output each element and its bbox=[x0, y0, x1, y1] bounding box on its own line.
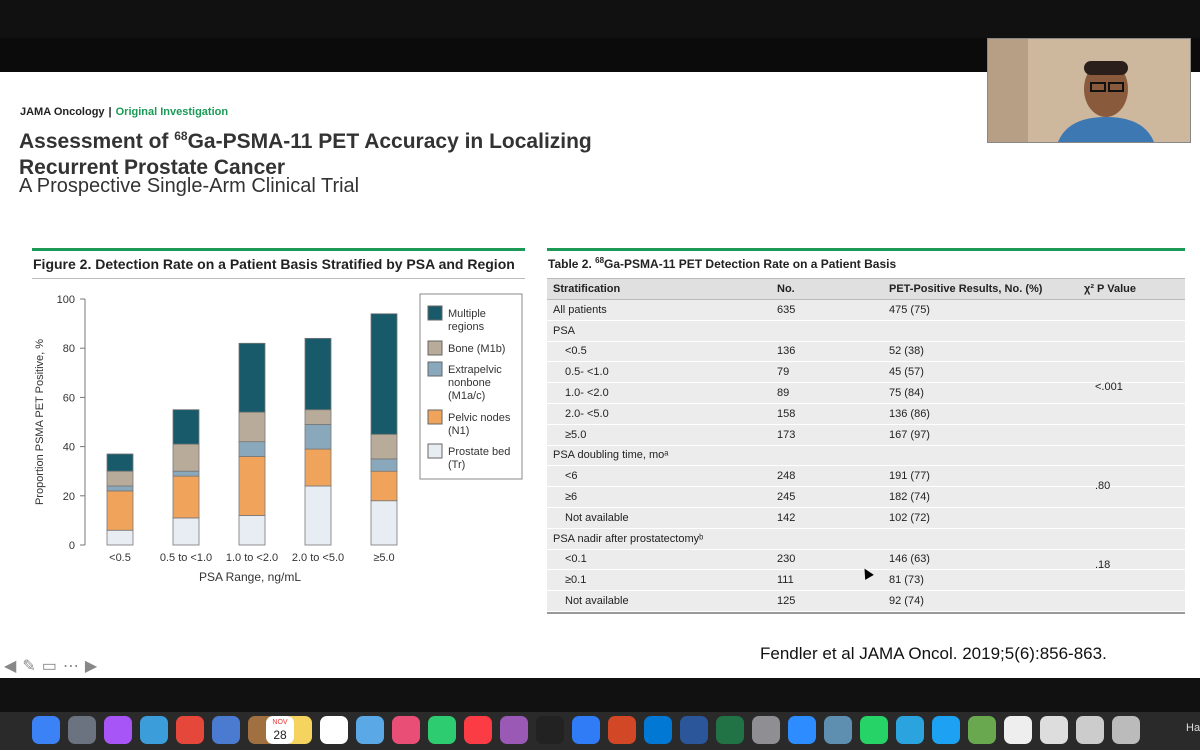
tv-icon[interactable] bbox=[536, 716, 564, 744]
cell-stratification: <6 bbox=[565, 470, 578, 483]
pen-icon[interactable]: ✎ bbox=[22, 658, 36, 675]
figure-title: Figure 2. Detection Rate on a Patient Basis Stratified by PSA and Region bbox=[33, 256, 515, 272]
cell-stratification: ≥0.1 bbox=[565, 574, 587, 587]
bar-segment bbox=[371, 314, 397, 435]
cell-pet-positive: 136 (86) bbox=[889, 407, 930, 420]
cell-stratification: PSA bbox=[553, 324, 576, 337]
x-tick-label: <0.5 bbox=[109, 552, 131, 564]
more-options-icon[interactable]: ⋯ bbox=[62, 658, 79, 675]
bar-segment bbox=[371, 471, 397, 501]
table-row bbox=[547, 383, 1185, 404]
title-line2: Recurrent Prostate Cancer bbox=[19, 156, 286, 179]
article-title bbox=[19, 123, 619, 181]
cell-stratification: 0.5- <1.0 bbox=[565, 366, 609, 379]
bar-segment bbox=[107, 471, 133, 486]
table-row bbox=[547, 446, 1185, 467]
cell-stratification: 1.0- <2.0 bbox=[565, 387, 609, 400]
cell-stratification: Not available bbox=[565, 595, 629, 608]
chrome-icon[interactable] bbox=[176, 716, 204, 744]
cell-pet-positive: 92 (74) bbox=[889, 595, 924, 608]
system-preferences-icon[interactable] bbox=[752, 716, 780, 744]
cell-stratification: 2.0- <5.0 bbox=[565, 407, 609, 420]
legend-swatch bbox=[428, 362, 442, 376]
y-axis-label: Proportion PSMA PET Positive, % bbox=[34, 338, 46, 506]
y-tick-label: 100 bbox=[56, 294, 75, 306]
table-title-sup: 68 bbox=[595, 256, 605, 265]
bar-segment bbox=[107, 486, 133, 491]
next-slide-icon[interactable]: ▶ bbox=[84, 658, 98, 675]
table-title-pre: Table 2. bbox=[548, 257, 596, 271]
cell-pet-positive: 182 (74) bbox=[889, 491, 930, 504]
cell-pet-positive: 146 (63) bbox=[889, 553, 930, 566]
siri-icon[interactable] bbox=[68, 716, 96, 744]
slides-icon[interactable]: ▭ bbox=[41, 658, 57, 675]
table-row bbox=[547, 321, 1185, 342]
table-title bbox=[548, 256, 896, 271]
calendar-month: NOV bbox=[272, 719, 288, 726]
cell-no: 248 bbox=[777, 470, 796, 483]
table-header-row bbox=[547, 278, 1185, 300]
whatsapp-icon[interactable] bbox=[860, 716, 888, 744]
header-pet-positive: PET-Positive Results, No. (%) bbox=[889, 283, 1043, 295]
bar-segment bbox=[173, 476, 199, 518]
x-tick-label: 0.5 to <1.0 bbox=[159, 552, 213, 564]
bar-segment bbox=[173, 471, 199, 476]
telegram-icon[interactable] bbox=[896, 716, 924, 744]
safari-icon[interactable] bbox=[140, 716, 168, 744]
legend-entry: Extrapelvic nonbone (M1a/c) bbox=[448, 364, 502, 402]
y-tick-label: 60 bbox=[62, 392, 75, 405]
table-row bbox=[547, 404, 1185, 425]
window-icon[interactable] bbox=[1040, 716, 1068, 744]
photos-icon[interactable] bbox=[392, 716, 420, 744]
citation: Fendler et al JAMA Oncol. 2019;5(6):856-863. bbox=[760, 644, 1107, 663]
stacked-bar-chart bbox=[30, 285, 530, 590]
cell-no: 230 bbox=[777, 553, 796, 566]
bar-segment bbox=[239, 412, 265, 442]
maps-icon[interactable] bbox=[356, 716, 384, 744]
cell-stratification: PSA doubling time, moᵃ bbox=[553, 449, 669, 462]
title-superscript: 68 bbox=[174, 129, 188, 143]
window-icon[interactable] bbox=[1076, 716, 1104, 744]
cell-pet-positive: 75 (84) bbox=[889, 387, 924, 400]
calendar-icon[interactable] bbox=[266, 716, 294, 744]
cell-no: 125 bbox=[777, 595, 796, 608]
bar-segment bbox=[173, 518, 199, 545]
bar-segment bbox=[305, 424, 331, 449]
header-no: No. bbox=[777, 283, 795, 295]
cell-no: 142 bbox=[777, 511, 796, 524]
cell-stratification: ≥6 bbox=[565, 491, 578, 504]
cell-no: 79 bbox=[777, 366, 790, 379]
launchpad-icon[interactable] bbox=[104, 716, 132, 744]
x-tick-label: 2.0 to <5.0 bbox=[291, 552, 345, 564]
truncated-dock-label: Ha bbox=[1186, 722, 1200, 734]
cell-pet-positive: 475 (75) bbox=[889, 303, 930, 316]
journal-name: JAMA Oncology bbox=[20, 106, 105, 118]
bar-segment bbox=[173, 444, 199, 471]
journal-header bbox=[20, 106, 228, 118]
bar-segment bbox=[239, 456, 265, 515]
bar-segment bbox=[107, 491, 133, 530]
legend-entry: Pelvic nodes (N1) bbox=[448, 412, 511, 437]
p-value: <.001 bbox=[1095, 381, 1123, 394]
cell-no: 158 bbox=[777, 407, 796, 420]
table-row bbox=[547, 529, 1185, 550]
x-tick-label: ≥5.0 bbox=[373, 552, 395, 564]
powerpoint-icon[interactable] bbox=[608, 716, 636, 744]
bar-segment bbox=[305, 486, 331, 545]
table-body bbox=[547, 300, 1185, 612]
bar-segment bbox=[305, 410, 331, 425]
y-tick-label: 0 bbox=[68, 540, 75, 552]
cell-stratification: Not available bbox=[565, 511, 629, 524]
bar-segment bbox=[371, 434, 397, 459]
y-tick-label: 80 bbox=[62, 343, 75, 356]
x-tick-label: 1.0 to <2.0 bbox=[225, 552, 279, 564]
trash-icon[interactable] bbox=[1112, 716, 1140, 744]
cell-stratification: PSA nadir after prostatectomyᵇ bbox=[553, 532, 704, 545]
table-row bbox=[547, 487, 1185, 508]
window-top-bar bbox=[0, 0, 1200, 38]
bar-segment bbox=[371, 501, 397, 545]
header-p-value: χ² P Value bbox=[1084, 283, 1136, 295]
bar-segment bbox=[107, 454, 133, 471]
legend-entry: Bone (M1b) bbox=[448, 343, 506, 355]
music-icon[interactable] bbox=[464, 716, 492, 744]
previous-slide-icon[interactable]: ◀ bbox=[4, 658, 17, 675]
bar-segment bbox=[305, 449, 331, 486]
table-row bbox=[547, 591, 1185, 612]
table-row bbox=[547, 466, 1185, 487]
bar-segment bbox=[305, 338, 331, 409]
legend-swatch bbox=[428, 306, 442, 320]
cell-no: 111 bbox=[777, 574, 794, 587]
document-icon[interactable] bbox=[968, 716, 996, 744]
finder-icon[interactable] bbox=[32, 716, 60, 744]
cell-no: 635 bbox=[777, 303, 796, 316]
legend-swatch bbox=[428, 444, 442, 458]
reminders-icon[interactable] bbox=[320, 716, 348, 744]
cell-pet-positive: 102 (72) bbox=[889, 511, 930, 524]
y-tick-label: 40 bbox=[62, 441, 75, 454]
p-value: .18 bbox=[1095, 559, 1111, 572]
cell-pet-positive: 191 (77) bbox=[889, 470, 930, 483]
cell-no: 245 bbox=[777, 491, 796, 504]
x-axis-label: PSA Range, ng/mL bbox=[198, 570, 302, 584]
calendar-day: 28 bbox=[273, 728, 287, 742]
bar-segment bbox=[173, 410, 199, 444]
article-subtitle: A Prospective Single-Arm Clinical Trial bbox=[19, 175, 360, 197]
cell-no: 136 bbox=[777, 345, 796, 358]
table-accent-rule bbox=[547, 248, 1185, 251]
table-row bbox=[547, 362, 1185, 383]
cell-no: 173 bbox=[777, 428, 796, 441]
p-value: .80 bbox=[1095, 480, 1111, 493]
cell-stratification: <0.1 bbox=[565, 553, 587, 566]
window-icon[interactable] bbox=[1004, 716, 1032, 744]
title-line1: Ga-PSMA-11 PET Accuracy in Localizing bbox=[187, 130, 592, 153]
legend-swatch bbox=[428, 341, 442, 355]
table-row bbox=[547, 300, 1185, 321]
bar-segment bbox=[107, 530, 133, 545]
figure-title-rule bbox=[32, 278, 525, 279]
table-row bbox=[547, 342, 1185, 363]
slide-toolbar bbox=[4, 656, 97, 676]
screenshot-icon[interactable] bbox=[824, 716, 852, 744]
table-title-post: Ga-PSMA-11 PET Detection Rate on a Patient Basis bbox=[604, 257, 897, 271]
figure-accent-rule bbox=[32, 248, 525, 251]
cell-pet-positive: 167 (97) bbox=[889, 428, 930, 441]
excel-icon[interactable] bbox=[716, 716, 744, 744]
word-icon[interactable] bbox=[680, 716, 708, 744]
bar-segment bbox=[239, 515, 265, 545]
bar-segment bbox=[239, 343, 265, 412]
journal-section: Original Investigation bbox=[115, 106, 229, 118]
legend-swatch bbox=[428, 410, 442, 424]
table-row bbox=[547, 508, 1185, 529]
cell-stratification: <0.5 bbox=[565, 345, 587, 358]
cell-pet-positive: 45 (57) bbox=[889, 366, 924, 379]
bar-segment bbox=[239, 442, 265, 457]
legend-entry: Multiple regions bbox=[448, 308, 486, 333]
preview-icon[interactable] bbox=[212, 716, 240, 744]
presenter-video-icon bbox=[988, 39, 1190, 142]
messages-icon[interactable] bbox=[428, 716, 456, 744]
legend-entry: Prostate bed (Tr) bbox=[448, 446, 511, 471]
outlook-icon[interactable] bbox=[644, 716, 672, 744]
cell-stratification: All patients bbox=[553, 303, 607, 316]
table-row bbox=[547, 425, 1185, 446]
header-stratification: Stratification bbox=[553, 283, 621, 295]
detection-rate-table bbox=[547, 278, 1185, 614]
cell-pet-positive: 81 (73) bbox=[889, 574, 924, 587]
twitter-icon[interactable] bbox=[932, 716, 960, 744]
zoom-icon[interactable] bbox=[788, 716, 816, 744]
journal-separator: | bbox=[108, 106, 112, 118]
cell-pet-positive: 52 (38) bbox=[889, 345, 924, 358]
cell-no: 89 bbox=[777, 387, 790, 400]
table-bottom-rule bbox=[547, 612, 1185, 614]
y-tick-label: 20 bbox=[62, 490, 75, 503]
title-pre: Assessment of bbox=[19, 130, 175, 153]
app-store-icon[interactable] bbox=[572, 716, 600, 744]
webcam-video bbox=[987, 38, 1191, 143]
podcasts-icon[interactable] bbox=[500, 716, 528, 744]
cell-stratification: ≥5.0 bbox=[565, 428, 587, 441]
bar-segment bbox=[371, 459, 397, 471]
